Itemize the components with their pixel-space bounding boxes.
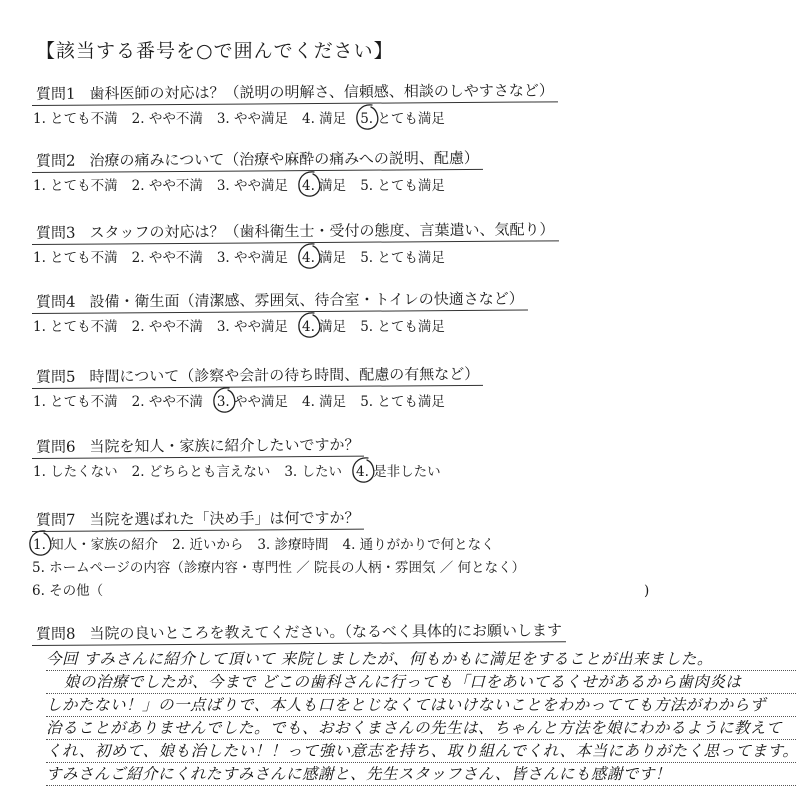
question-1-text: 質問1 歯科医師の対応は？（説明の明解さ、信頼感、相談のしやすさなど）	[32, 80, 558, 106]
question-7-text: 質問7 当院を選ばれた「決め手」は何ですか？	[32, 508, 364, 532]
option-3[interactable]: 3. やや満足	[217, 392, 288, 412]
option-1[interactable]: 1. したくない	[33, 464, 118, 480]
question-5	[32, 364, 483, 412]
option-1[interactable]: 1. 知人・家族の紹介	[33, 535, 158, 555]
option-4[interactable]: 4. 満足	[302, 111, 347, 127]
option-3[interactable]: 3. やや満足	[216, 319, 289, 335]
survey-heading: 【該当する番号を○で囲んでください】	[36, 40, 394, 62]
selection-circle-icon	[295, 169, 325, 201]
question-4-text: 質問4 設備・衛生面（清潔感、雰囲気、待合室・トイレの快適さなど）	[32, 289, 528, 314]
option-1[interactable]: 1. とても不満	[33, 178, 118, 194]
question-2-text: 質問2 治療の痛みについて（治療や麻酔の痛みへの説明、配慮）	[32, 148, 483, 173]
answer-line: しかたない！」の一点ばりで、本人も口をとじなくてはいけないことをわかってても方法がわからず	[46, 694, 796, 717]
answer-line: くれ、初めて、娘も治したい！！って強い意志を持ち、取り組んでくれ、本当にありがたく思ってます。	[46, 740, 796, 763]
option-5[interactable]: 5. とても満足	[360, 319, 445, 335]
question-5-options	[32, 392, 483, 412]
question-7-options-row1	[32, 535, 525, 555]
question-4	[32, 289, 528, 337]
question-2-options	[32, 176, 483, 196]
answer-line: 娘の治療でしたが、今まで どこの歯科さんに行っても「口をあいてるくせがあるから歯肉炎は	[46, 671, 796, 694]
question-2	[32, 148, 483, 196]
option-4[interactable]: 4. 是非したい	[356, 462, 441, 482]
question-1-options	[32, 109, 558, 129]
question-6	[32, 437, 455, 482]
option-2[interactable]: 2. やや不満	[131, 178, 203, 194]
question-3	[32, 220, 559, 268]
selection-circle-icon	[295, 310, 325, 342]
option-3[interactable]: 3. したい	[284, 464, 343, 480]
question-1	[32, 81, 558, 129]
question-3-text: 質問3 スタッフの対応は？（歯科衛生士・受付の態度、言葉遣い、気配り）	[32, 219, 559, 245]
option-4[interactable]: 4. 満足	[302, 248, 346, 268]
option-2[interactable]: 2. やや不満	[131, 250, 203, 266]
question-8	[32, 621, 566, 646]
selection-circle-icon	[210, 385, 240, 417]
answer-line: すみさんご紹介にくれたすみさんに感謝と、先生スタッフさん、皆さんにも感謝です！	[46, 763, 796, 786]
selection-circle-icon	[26, 528, 56, 560]
option-3[interactable]: 3. やや満足	[216, 178, 289, 194]
option-5[interactable]: 5. とても満足	[360, 178, 445, 194]
option-1[interactable]: 1. とても不満	[33, 319, 118, 335]
question-8-answer	[46, 648, 799, 786]
selection-circle-icon	[349, 455, 379, 487]
question-7-option-5: 5. ホームページの内容（診療内容・専門性 ／ 院長の人柄・雰囲気 ／ 何となく）	[32, 560, 526, 576]
option-5[interactable]: 5. とても満足	[360, 250, 445, 266]
option-3[interactable]: 3. やや満足	[216, 111, 289, 127]
question-5-text: 質問5 時間について（診察や会計の待ち時間、配慮の有無など）	[32, 364, 483, 389]
option-3[interactable]: 3. 診療時間	[257, 537, 329, 553]
question-4-options	[32, 317, 528, 337]
question-6-options	[32, 462, 455, 482]
option-4[interactable]: 4. 満足	[302, 317, 346, 337]
question-3-options	[32, 248, 559, 268]
option-1[interactable]: 1. とても不満	[33, 111, 118, 127]
selection-circle-icon	[353, 102, 383, 134]
option-1[interactable]: 1. とても不満	[33, 250, 118, 266]
option-2[interactable]: 2. やや不満	[131, 394, 203, 410]
option-4[interactable]: 4. 通りがかりで何となく	[342, 537, 495, 553]
option-2[interactable]: 2. 近いから	[172, 537, 244, 553]
option-5[interactable]: 5. とても満足	[360, 394, 445, 410]
option-4[interactable]: 4. 満足	[302, 394, 347, 410]
option-1[interactable]: 1. とても不満	[33, 394, 118, 410]
option-2[interactable]: 2. どちらとも言えない	[131, 464, 271, 480]
option-3[interactable]: 3. やや満足	[216, 250, 289, 266]
answer-line: 治ることがありませんでした。でも、おおくまさんの先生は、ちゃんと方法を娘にわかるように教えて	[46, 717, 796, 740]
option-2[interactable]: 2. やや不満	[131, 319, 203, 335]
selection-circle-icon	[295, 241, 325, 273]
question-6-text: 質問6 当院を知人・家族に紹介したいですか？	[32, 435, 364, 459]
option-5[interactable]: 5. とても満足	[360, 109, 445, 129]
option-4[interactable]: 4. 満足	[302, 176, 346, 196]
question-8-text: 質問8 当院の良いところを教えてください。（なるべく具体的にお願いします	[32, 620, 566, 646]
answer-line: 今回 すみさんに紹介して頂いて 来院しましたが、何もかもに満足をすることが出来ました。	[46, 648, 796, 671]
question-7	[32, 508, 650, 601]
option-2[interactable]: 2. やや不満	[131, 111, 203, 127]
question-7-option-6: 6. その他（ )	[32, 583, 650, 599]
